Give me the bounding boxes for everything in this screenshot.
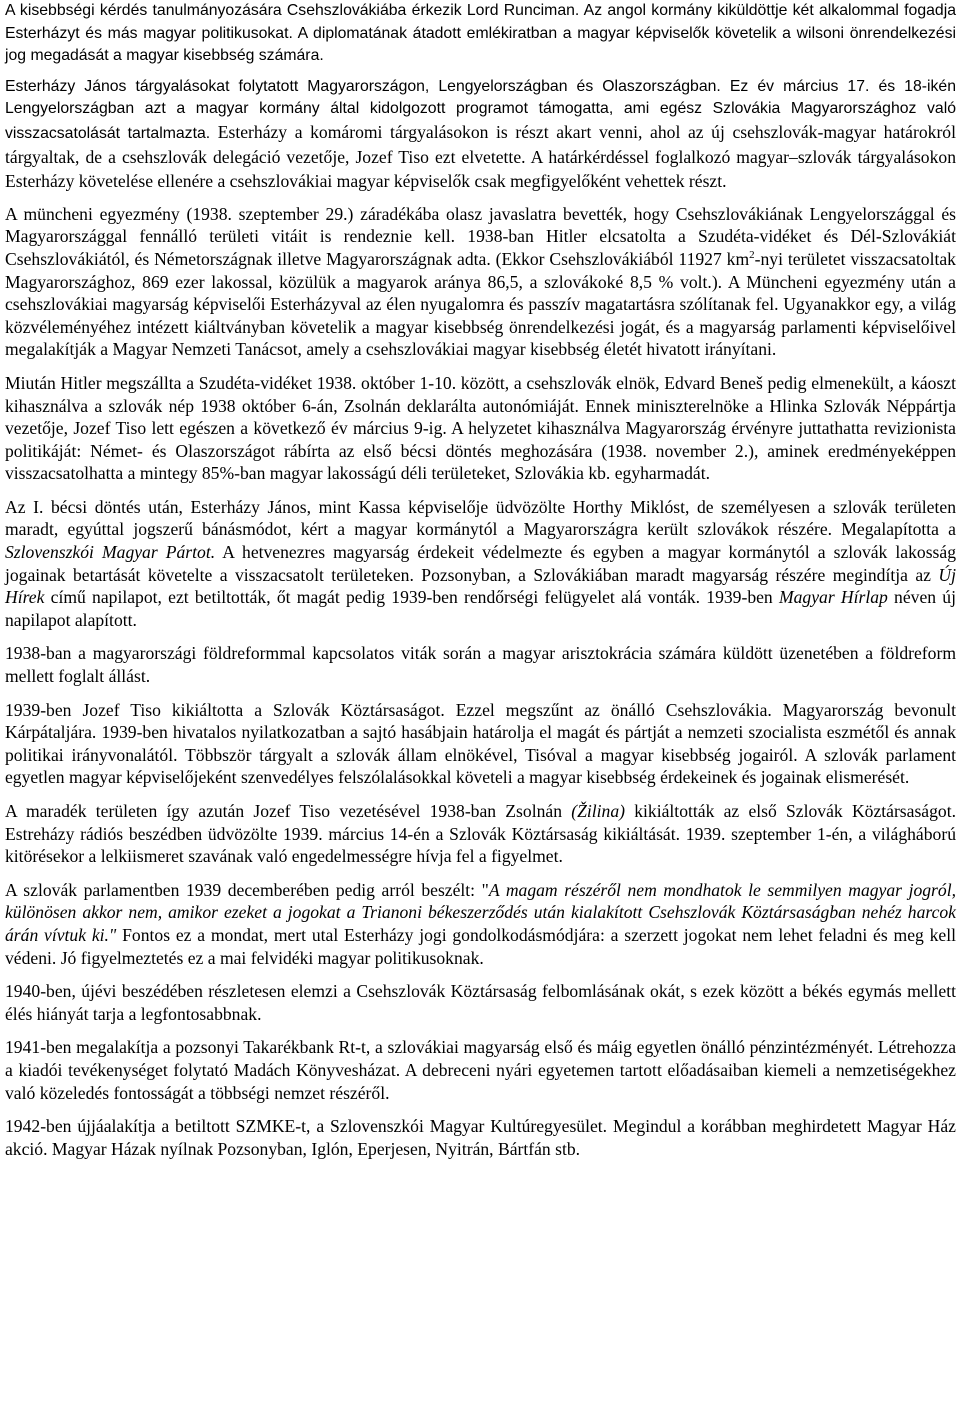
paragraph-1941: 1941-ben megalakítja a pozsonyi Takarékbank Rt-t, a szlovákiai magyarság első és máig egyetlen önálló pénzintézményét. Létrehozza a kiadói tevékenységet folytató Madách Könyvesházat. A debreceni nyári egyetemen tartott előadásaiban kiemeli a nemzetiségekhez való közeledés fontosságát a többségi nemzet részéről. bbox=[5, 1037, 956, 1103]
paragraph-slovak-republic: 1939-ben Jozef Tiso kikiáltotta a Szlovák Köztársaságot. Ezzel megszűnt az önálló Csehszlovákia. Magyarország bevonult Kárpátaljára. 1939-ben hivatalos nyilatkozatban a sajtó hasábjain határolja el magát és pártját a nemzeti szocialista eszmétől és annak politikai irányvonalától. Többször tárgyalt a szlovák állam elnökével, Tisóval a magyar kisebbség jogairól. A szlovák parlament egyetlen magyar képviselőjeként szenvedélyes felszólalásokkal követeli a magyar kisebbség érdekeinek és jogainak elismerését. bbox=[5, 699, 956, 788]
party-name: Szlovenszkói Magyar Pártot. bbox=[5, 542, 216, 563]
paragraph-vienna-award: Az I. bécsi döntés után, Esterházy János, mint Kassa képviselője üdvözölte Horthy Miklóst, de személyesen a szlovák területen maradt, egyúttal jogszerű bánásmódot, kért a magyar kormánytól a Magyarországra került szlovákok részére. Megalapította a Szlovenszkói Magyar Pártot. A hetvenezres magyarság érdekeit védelmezte és egyben a magyar kormánytól a szlovák lakosság jogainak betartását követelte a visszacsatolt területeken. Pozsonyban, a Szlovákiában maradt magyarság részére megindítja az Új Hírek című napilapot, ezt betiltották, őt magát pedig 1939-ben rendőrségi felügyelet alá vonták. 1939-ben Magyar Hírlap néven új napilapot alapított. bbox=[5, 496, 956, 630]
paragraph-komarom-serif: Esterházy a komáromi tárgyalásokon is részt akart venni, ahol az új csehszlovák-magyar határokról tárgyaltak, de a csehszlovák delegáció vezetője, Jozef Tiso ezt elvetette. A határkérdéssel foglalkozó magyar–szlovák tárgyalásokon Esterházy követelése ellenére a csehszlovákiai magyar képviselők csak megfigyelőként vehettek részt. bbox=[5, 121, 956, 192]
superscript: 2 bbox=[749, 249, 755, 262]
paragraph-1940: 1940-ben, újévi beszédében részletesen elemzi a Csehszlovák Köztársaság felbomlásának okát, s ezek között a békés egymás mellett élés hiányát tarja a legfontosabbnak. bbox=[5, 981, 956, 1024]
paragraph-munich-agreement: A müncheni egyezmény (1938. szeptember 29.) záradékába olasz javaslatra bevették, hogy Csehszlovákiának Lengyelországgal és Magyarországgal fennálló területi vitáit is rendeznie kell. 1938-ban Hitler elcsatolta a Szudéta-vidéket és Dél-Szlovákiát Csehszlovákiától, és Németországnak illetve Magyarországnak adta. (Ekkor Csehszlovákiából 11927 $km^2$-nyi területet visszacsatoltak Magyarországhoz, 869 ezer lakossal, közülük a magyarok aránya 86,5, a szlovákoké 8,5 % volt.). A Müncheni egyezmény után a csehszlovákiai magyarság képviselői Esterházyval az élen nyugalomra és passzív magatartásra szólítanak fel. Ugyanakkor egy, a világ közvéleményéhez intézett kiáltványban követelik a magyar kisebbség önrendelkezési jogát, és a magyarság parlamenti képviselőivel megalakítják a Magyar Nemzeti Tanácsot, amely a csehszlovákiai magyar kisebbség életét hivatott irányítani. bbox=[5, 203, 956, 360]
paragraph-runciman: A kisebbségi kérdés tanulmányozására Csehszlovákiába érkezik Lord Runciman. Az angol kormány kiküldöttje két alkalommal fogadja Esterházyt és más magyar politikusokat. A diplomatának átadott emlékiratban a magyar képviselők követelik a wilsoni önrendelkezési jog megadását a magyar kisebbség számára. bbox=[5, 2, 956, 65]
paragraph-esterhazy-negotiations: Esterházy János tárgyalásokat folytatott Magyarországon, Lengyelországban és Olaszországban. Ez év március 17. és 18-ikén Lengyelországban azt a magyar kormány által kidolgozott programot támogatta, ami egész Szlovákia Magyarországhoz való visszacsatolását tartalmazta. Esterházy a komáromi tárgyalásokon is részt akart venni, ahol az új csehszlovák-magyar határokról tárgyaltak, de a csehszlovák delegáció vezetője, Jozef Tiso ezt elvetette. A határkérdéssel foglalkozó magyar–szlovák tárgyalásokon Esterházy követelése ellenére a csehszlovákiai magyar képviselők csak megfigyelőként vehettek részt. bbox=[5, 77, 956, 192]
speech-quote: A magam részéről nem mondhatok le semmilyen magyar jogról, különösen akkor nem, amikor ezeket a jogokat a Trianoni békeszerződés után kialakított Csehszlovák Köztársaságban nehéz harcok árán vívtuk ki." bbox=[5, 879, 956, 945]
paragraph-parliament-speech: A szlovák parlamentben 1939 decemberében pedig arról beszélt: "A magam részéről nem mondhatok le semmilyen magyar jogról, különösen akkor nem, amikor ezeket a jogokat a Trianoni békeszerződés után kialakított Csehszlovák Köztársaságban nehéz harcok árán vívtuk ki." Fontos ez a mondat, mert utal Esterházy jogi gondolkodásmódjára: a szerzett jogokat nem lehet feladni és meg kell védeni. Jó figyelmeztetés ez a mai felvidéki magyar politikusoknak. bbox=[5, 879, 956, 968]
paragraph-zilina: A maradék területen így azután Jozef Tiso vezetésével 1938-ban Zsolnán (Žilina) kikiáltották az első Szlovák Köztársaságot. Estreházy rádiós beszédben üdvözölte 1939. március 14-én a Szlovák Köztársaság kikiáltását. 1939. szeptember 1-én, a világháború kitörésekor a lelkiismeret szavának való engedelmességre hívja fel a figyelmet. bbox=[5, 801, 956, 867]
newspaper-name: Új Hírek bbox=[5, 564, 956, 608]
paragraph-land-reform: 1938-ban a magyarországi földreformmal kapcsolatos viták során a magyar arisztokrácia számára küldött üzenetében a földreform mellett foglalt állást. bbox=[5, 643, 956, 687]
paragraph-sudetenland: Miután Hitler megszállta a Szudéta-vidéket 1938. október 1-10. között, a csehszlovák elnök, Edvard Beneš pedig elmenekült, a káoszt kihasználva a szlovák nép 1938 október 6-án, Zsolnán deklarálta autonómiáját. Ennek miniszterelnöke a Hlinka Szlovák Néppártja vezetője, Jozef Tiso lett egészen a következő év március 9-ig. A helyzetet kihasználva Magyarország érvényre juttathatta revizionista politikáját: Német- és Olaszországot rábírta az első bécsi döntés meghozására (1938. november 2.), aminek eredményeképpen visszacsatolhatta a mintegy 85%-ban magyar lakosságú déli területeket, Szlovákia kb. egyharmadát. bbox=[5, 372, 956, 484]
place-name: (Žilina) bbox=[571, 801, 625, 821]
paragraph-1942: 1942-ben újjáalakítja a betiltott SZMKE-t, a Szlovenszkói Magyar Kultúregyesület. Megindul a korábban meghirdetett Magyar Ház akció. Magyar Házak nyílnak Pozsonyban, Iglón, Eperjesen, Nyitrán, Bártfán stb. bbox=[5, 1116, 956, 1159]
newspaper-name: Magyar Hírlap bbox=[778, 587, 888, 608]
document-page bbox=[5, 0, 956, 1171]
